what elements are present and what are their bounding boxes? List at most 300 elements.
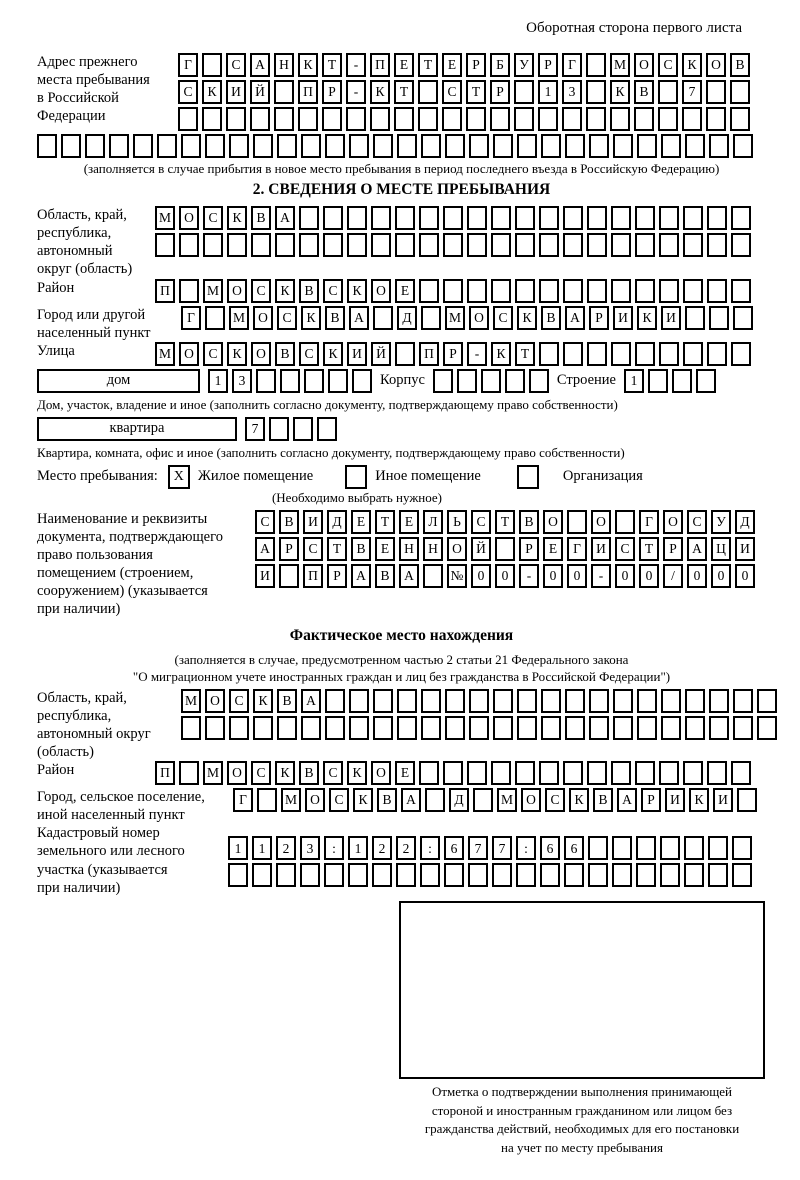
char-cell[interactable]: С	[442, 80, 462, 104]
char-cell[interactable]: О	[179, 342, 199, 366]
char-cell[interactable]	[707, 342, 727, 366]
char-cell[interactable]: А	[275, 206, 295, 230]
char-cell[interactable]	[473, 788, 493, 812]
char-cell[interactable]: 7	[468, 836, 488, 860]
char-cell[interactable]: -	[346, 80, 366, 104]
char-cell[interactable]: И	[226, 80, 246, 104]
char-cell[interactable]	[275, 233, 295, 257]
char-cell[interactable]	[563, 279, 583, 303]
char-cell[interactable]: Е	[394, 53, 414, 77]
char-cell[interactable]: А	[250, 53, 270, 77]
char-cell[interactable]: Й	[471, 537, 491, 561]
char-cell[interactable]: :	[516, 836, 536, 860]
char-cell[interactable]: Р	[322, 80, 342, 104]
char-cell[interactable]: К	[202, 80, 222, 104]
char-cell[interactable]	[179, 279, 199, 303]
char-cell[interactable]: С	[299, 342, 319, 366]
char-cell[interactable]: О	[371, 279, 391, 303]
char-cell[interactable]	[443, 761, 463, 785]
char-cell[interactable]: С	[545, 788, 565, 812]
char-cell[interactable]	[683, 342, 703, 366]
char-cell[interactable]: С	[615, 537, 635, 561]
char-cell[interactable]	[565, 689, 585, 713]
char-cell[interactable]	[733, 134, 753, 158]
char-cell[interactable]: Е	[395, 761, 415, 785]
char-cell[interactable]	[709, 306, 729, 330]
char-cell[interactable]: О	[251, 342, 271, 366]
char-cell[interactable]	[733, 306, 753, 330]
char-cell[interactable]	[203, 233, 223, 257]
char-cell[interactable]	[612, 863, 632, 887]
char-cell[interactable]	[274, 80, 294, 104]
char-cell[interactable]: С	[277, 306, 297, 330]
char-cell[interactable]	[469, 134, 489, 158]
char-cell[interactable]	[731, 206, 751, 230]
char-cell[interactable]	[515, 233, 535, 257]
char-cell[interactable]	[372, 863, 392, 887]
char-cell[interactable]: О	[253, 306, 273, 330]
char-cell[interactable]	[421, 689, 441, 713]
char-cell[interactable]: А	[351, 564, 371, 588]
char-cell[interactable]	[457, 369, 477, 393]
char-cell[interactable]	[732, 863, 752, 887]
char-cell[interactable]	[733, 716, 753, 740]
char-cell[interactable]	[373, 306, 393, 330]
char-cell[interactable]	[349, 134, 369, 158]
char-cell[interactable]: 7	[492, 836, 512, 860]
char-cell[interactable]: О	[706, 53, 726, 77]
char-cell[interactable]	[516, 863, 536, 887]
char-cell[interactable]	[562, 107, 582, 131]
char-cell[interactable]	[661, 689, 681, 713]
char-cell[interactable]	[349, 689, 369, 713]
char-cell[interactable]	[324, 863, 344, 887]
char-cell[interactable]	[757, 689, 777, 713]
char-cell[interactable]	[707, 761, 727, 785]
char-cell[interactable]	[349, 716, 369, 740]
char-cell[interactable]	[397, 716, 417, 740]
char-cell[interactable]	[423, 564, 443, 588]
char-cell[interactable]	[298, 107, 318, 131]
char-cell[interactable]	[419, 279, 439, 303]
char-cell[interactable]: К	[610, 80, 630, 104]
char-cell[interactable]	[251, 233, 271, 257]
char-cell[interactable]: С	[229, 689, 249, 713]
char-cell[interactable]	[737, 788, 757, 812]
char-cell[interactable]	[280, 369, 300, 393]
char-cell[interactable]: К	[253, 689, 273, 713]
char-cell[interactable]: С	[687, 510, 707, 534]
char-cell[interactable]	[636, 863, 656, 887]
char-cell[interactable]	[323, 233, 343, 257]
char-cell[interactable]: Т	[418, 53, 438, 77]
char-cell[interactable]: В	[634, 80, 654, 104]
char-cell[interactable]: В	[377, 788, 397, 812]
char-cell[interactable]	[469, 689, 489, 713]
char-cell[interactable]	[682, 107, 702, 131]
char-cell[interactable]: 6	[444, 836, 464, 860]
char-cell[interactable]	[322, 107, 342, 131]
char-cell[interactable]	[252, 863, 272, 887]
char-cell[interactable]: Е	[351, 510, 371, 534]
char-cell[interactable]	[615, 510, 635, 534]
char-cell[interactable]	[517, 716, 537, 740]
char-cell[interactable]: О	[663, 510, 683, 534]
char-cell[interactable]	[696, 369, 716, 393]
char-cell[interactable]: К	[323, 342, 343, 366]
char-cell[interactable]: С	[178, 80, 198, 104]
char-cell[interactable]	[685, 689, 705, 713]
char-cell[interactable]	[587, 342, 607, 366]
char-cell[interactable]	[529, 369, 549, 393]
char-cell[interactable]: Т	[495, 510, 515, 534]
char-cell[interactable]	[540, 863, 560, 887]
char-cell[interactable]	[730, 80, 750, 104]
char-cell[interactable]: 1	[252, 836, 272, 860]
char-cell[interactable]	[467, 206, 487, 230]
char-cell[interactable]	[658, 107, 678, 131]
char-cell[interactable]: О	[227, 761, 247, 785]
char-cell[interactable]	[589, 134, 609, 158]
char-cell[interactable]	[444, 863, 464, 887]
char-cell[interactable]: С	[329, 788, 349, 812]
char-cell[interactable]	[256, 369, 276, 393]
char-cell[interactable]: А	[617, 788, 637, 812]
char-cell[interactable]	[709, 134, 729, 158]
char-cell[interactable]	[300, 863, 320, 887]
char-cell[interactable]	[610, 107, 630, 131]
char-cell[interactable]	[659, 342, 679, 366]
char-cell[interactable]: И	[591, 537, 611, 561]
char-cell[interactable]: О	[591, 510, 611, 534]
char-cell[interactable]: Ц	[711, 537, 731, 561]
char-cell[interactable]	[469, 716, 489, 740]
char-cell[interactable]	[613, 716, 633, 740]
char-cell[interactable]	[445, 689, 465, 713]
char-cell[interactable]: П	[155, 279, 175, 303]
char-cell[interactable]	[611, 342, 631, 366]
char-cell[interactable]: 0	[615, 564, 635, 588]
char-cell[interactable]: 7	[682, 80, 702, 104]
char-cell[interactable]	[443, 279, 463, 303]
char-cell[interactable]: К	[227, 342, 247, 366]
char-cell[interactable]	[370, 107, 390, 131]
char-cell[interactable]	[612, 836, 632, 860]
char-cell[interactable]	[586, 80, 606, 104]
char-cell[interactable]	[563, 342, 583, 366]
char-cell[interactable]: К	[298, 53, 318, 77]
char-cell[interactable]	[325, 716, 345, 740]
char-cell[interactable]: В	[299, 761, 319, 785]
char-cell[interactable]	[541, 716, 561, 740]
char-cell[interactable]: Т	[394, 80, 414, 104]
char-cell[interactable]: 6	[540, 836, 560, 860]
char-cell[interactable]: В	[593, 788, 613, 812]
char-cell[interactable]	[347, 233, 367, 257]
char-cell[interactable]	[611, 233, 631, 257]
char-cell[interactable]	[61, 134, 81, 158]
char-cell[interactable]	[635, 233, 655, 257]
char-cell[interactable]	[683, 279, 703, 303]
char-cell[interactable]: М	[497, 788, 517, 812]
char-cell[interactable]: Н	[399, 537, 419, 561]
char-cell[interactable]	[317, 417, 337, 441]
char-cell[interactable]	[277, 716, 297, 740]
char-cell[interactable]: К	[689, 788, 709, 812]
char-cell[interactable]	[611, 206, 631, 230]
char-cell[interactable]	[352, 369, 372, 393]
char-cell[interactable]	[730, 107, 750, 131]
char-cell[interactable]	[685, 716, 705, 740]
char-cell[interactable]: -	[346, 53, 366, 77]
char-cell[interactable]	[708, 836, 728, 860]
char-cell[interactable]	[253, 716, 273, 740]
char-cell[interactable]	[611, 761, 631, 785]
char-cell[interactable]: С	[203, 342, 223, 366]
char-cell[interactable]	[515, 761, 535, 785]
char-cell[interactable]	[419, 206, 439, 230]
char-cell[interactable]: М	[155, 342, 175, 366]
char-cell[interactable]: :	[324, 836, 344, 860]
char-cell[interactable]	[323, 206, 343, 230]
char-cell[interactable]	[659, 279, 679, 303]
char-cell[interactable]: Г	[562, 53, 582, 77]
char-cell[interactable]: М	[229, 306, 249, 330]
char-cell[interactable]	[466, 107, 486, 131]
char-cell[interactable]	[109, 134, 129, 158]
char-cell[interactable]: С	[303, 537, 323, 561]
char-cell[interactable]	[155, 233, 175, 257]
char-cell[interactable]: М	[445, 306, 465, 330]
char-cell[interactable]: И	[713, 788, 733, 812]
char-cell[interactable]: К	[569, 788, 589, 812]
char-cell[interactable]: М	[181, 689, 201, 713]
char-cell[interactable]: К	[370, 80, 390, 104]
char-cell[interactable]	[514, 80, 534, 104]
char-cell[interactable]: У	[711, 510, 731, 534]
char-cell[interactable]	[515, 206, 535, 230]
char-cell[interactable]: Г	[233, 788, 253, 812]
char-cell[interactable]	[539, 342, 559, 366]
char-cell[interactable]	[202, 107, 222, 131]
char-cell[interactable]	[709, 689, 729, 713]
char-cell[interactable]	[708, 863, 728, 887]
char-cell[interactable]: Е	[395, 279, 415, 303]
char-cell[interactable]: Т	[639, 537, 659, 561]
char-cell[interactable]: Т	[466, 80, 486, 104]
char-cell[interactable]: Р	[466, 53, 486, 77]
char-cell[interactable]: К	[275, 761, 295, 785]
char-cell[interactable]	[178, 107, 198, 131]
char-cell[interactable]: К	[491, 342, 511, 366]
char-cell[interactable]	[277, 134, 297, 158]
char-cell[interactable]	[659, 206, 679, 230]
char-cell[interactable]: Н	[274, 53, 294, 77]
char-cell[interactable]	[563, 761, 583, 785]
char-cell[interactable]	[395, 233, 415, 257]
char-cell[interactable]	[443, 206, 463, 230]
char-cell[interactable]: В	[351, 537, 371, 561]
char-cell[interactable]	[707, 206, 727, 230]
char-cell[interactable]	[493, 689, 513, 713]
char-cell[interactable]: С	[226, 53, 246, 77]
char-cell[interactable]	[325, 134, 345, 158]
char-cell[interactable]: О	[205, 689, 225, 713]
char-cell[interactable]	[304, 369, 324, 393]
char-cell[interactable]	[301, 134, 321, 158]
char-cell[interactable]: И	[735, 537, 755, 561]
char-cell[interactable]: В	[730, 53, 750, 77]
char-cell[interactable]	[733, 689, 753, 713]
char-cell[interactable]	[541, 134, 561, 158]
char-cell[interactable]	[635, 206, 655, 230]
char-cell[interactable]	[293, 417, 313, 441]
char-cell[interactable]: 0	[543, 564, 563, 588]
char-cell[interactable]	[586, 53, 606, 77]
char-cell[interactable]: В	[375, 564, 395, 588]
char-cell[interactable]	[418, 107, 438, 131]
char-cell[interactable]: Р	[327, 564, 347, 588]
char-cell[interactable]: Р	[663, 537, 683, 561]
char-cell[interactable]: У	[514, 53, 534, 77]
char-cell[interactable]: О	[179, 206, 199, 230]
char-cell[interactable]	[611, 279, 631, 303]
char-cell[interactable]	[517, 689, 537, 713]
char-cell[interactable]: М	[203, 279, 223, 303]
char-cell[interactable]: К	[353, 788, 373, 812]
char-cell[interactable]	[658, 80, 678, 104]
char-cell[interactable]: И	[613, 306, 633, 330]
char-cell[interactable]	[659, 761, 679, 785]
char-cell[interactable]	[228, 863, 248, 887]
char-cell[interactable]	[589, 716, 609, 740]
char-cell[interactable]	[493, 134, 513, 158]
char-cell[interactable]: Г	[181, 306, 201, 330]
char-cell[interactable]	[565, 716, 585, 740]
char-cell[interactable]	[661, 716, 681, 740]
char-cell[interactable]	[481, 369, 501, 393]
char-cell[interactable]	[179, 761, 199, 785]
char-cell[interactable]	[683, 206, 703, 230]
char-cell[interactable]	[505, 369, 525, 393]
char-cell[interactable]: Д	[327, 510, 347, 534]
char-cell[interactable]	[564, 863, 584, 887]
char-cell[interactable]: 0	[711, 564, 731, 588]
char-cell[interactable]	[229, 716, 249, 740]
char-cell[interactable]: Т	[322, 53, 342, 77]
char-cell[interactable]: Р	[589, 306, 609, 330]
char-cell[interactable]: О	[634, 53, 654, 77]
char-cell[interactable]: 3	[232, 369, 252, 393]
char-cell[interactable]: А	[349, 306, 369, 330]
char-cell[interactable]	[587, 206, 607, 230]
char-cell[interactable]: Е	[375, 537, 395, 561]
char-cell[interactable]: В	[519, 510, 539, 534]
char-cell[interactable]	[397, 134, 417, 158]
char-cell[interactable]: П	[298, 80, 318, 104]
char-cell[interactable]	[490, 107, 510, 131]
char-cell[interactable]: К	[637, 306, 657, 330]
char-cell[interactable]	[279, 564, 299, 588]
char-cell[interactable]	[328, 369, 348, 393]
char-cell[interactable]: 2	[396, 836, 416, 860]
char-cell[interactable]: С	[323, 279, 343, 303]
char-cell[interactable]	[660, 836, 680, 860]
char-cell[interactable]: 3	[562, 80, 582, 104]
char-cell[interactable]: В	[325, 306, 345, 330]
char-cell[interactable]	[373, 134, 393, 158]
char-cell[interactable]	[586, 107, 606, 131]
char-cell[interactable]: М	[610, 53, 630, 77]
char-cell[interactable]: О	[371, 761, 391, 785]
char-cell[interactable]: Д	[735, 510, 755, 534]
char-cell[interactable]	[709, 716, 729, 740]
char-cell[interactable]	[567, 510, 587, 534]
char-cell[interactable]: К	[682, 53, 702, 77]
char-cell[interactable]	[443, 233, 463, 257]
char-cell[interactable]: Р	[519, 537, 539, 561]
char-cell[interactable]	[634, 107, 654, 131]
char-cell[interactable]	[445, 134, 465, 158]
char-cell[interactable]: К	[275, 279, 295, 303]
char-cell[interactable]	[425, 788, 445, 812]
char-cell[interactable]: П	[419, 342, 439, 366]
char-cell[interactable]	[179, 233, 199, 257]
char-cell[interactable]: Р	[490, 80, 510, 104]
char-cell[interactable]: П	[370, 53, 390, 77]
char-cell[interactable]	[301, 716, 321, 740]
char-cell[interactable]: В	[277, 689, 297, 713]
char-cell[interactable]: Н	[423, 537, 443, 561]
char-cell[interactable]: /	[663, 564, 683, 588]
char-cell[interactable]	[373, 716, 393, 740]
char-cell[interactable]	[419, 761, 439, 785]
char-cell[interactable]: А	[255, 537, 275, 561]
char-cell[interactable]: И	[661, 306, 681, 330]
char-cell[interactable]	[706, 80, 726, 104]
char-cell[interactable]	[491, 279, 511, 303]
char-cell[interactable]	[685, 134, 705, 158]
char-cell[interactable]: С	[471, 510, 491, 534]
char-cell[interactable]: А	[301, 689, 321, 713]
char-cell[interactable]	[468, 863, 488, 887]
char-cell[interactable]	[635, 761, 655, 785]
char-cell[interactable]	[648, 369, 668, 393]
char-cell[interactable]: Б	[490, 53, 510, 77]
char-cell[interactable]	[538, 107, 558, 131]
char-cell[interactable]: Ь	[447, 510, 467, 534]
char-cell[interactable]	[133, 134, 153, 158]
char-cell[interactable]	[396, 863, 416, 887]
char-cell[interactable]: 0	[471, 564, 491, 588]
char-cell[interactable]	[181, 134, 201, 158]
char-cell[interactable]: 0	[687, 564, 707, 588]
char-cell[interactable]: В	[251, 206, 271, 230]
char-cell[interactable]	[731, 761, 751, 785]
char-cell[interactable]	[539, 233, 559, 257]
char-cell[interactable]	[563, 206, 583, 230]
char-cell[interactable]: В	[279, 510, 299, 534]
char-cell[interactable]: В	[299, 279, 319, 303]
char-cell[interactable]: Е	[399, 510, 419, 534]
char-cell[interactable]: 1	[348, 836, 368, 860]
char-cell[interactable]: С	[658, 53, 678, 77]
char-cell[interactable]: И	[347, 342, 367, 366]
char-cell[interactable]: 3	[300, 836, 320, 860]
char-cell[interactable]: Д	[397, 306, 417, 330]
char-cell[interactable]: Т	[515, 342, 535, 366]
char-cell[interactable]: О	[469, 306, 489, 330]
